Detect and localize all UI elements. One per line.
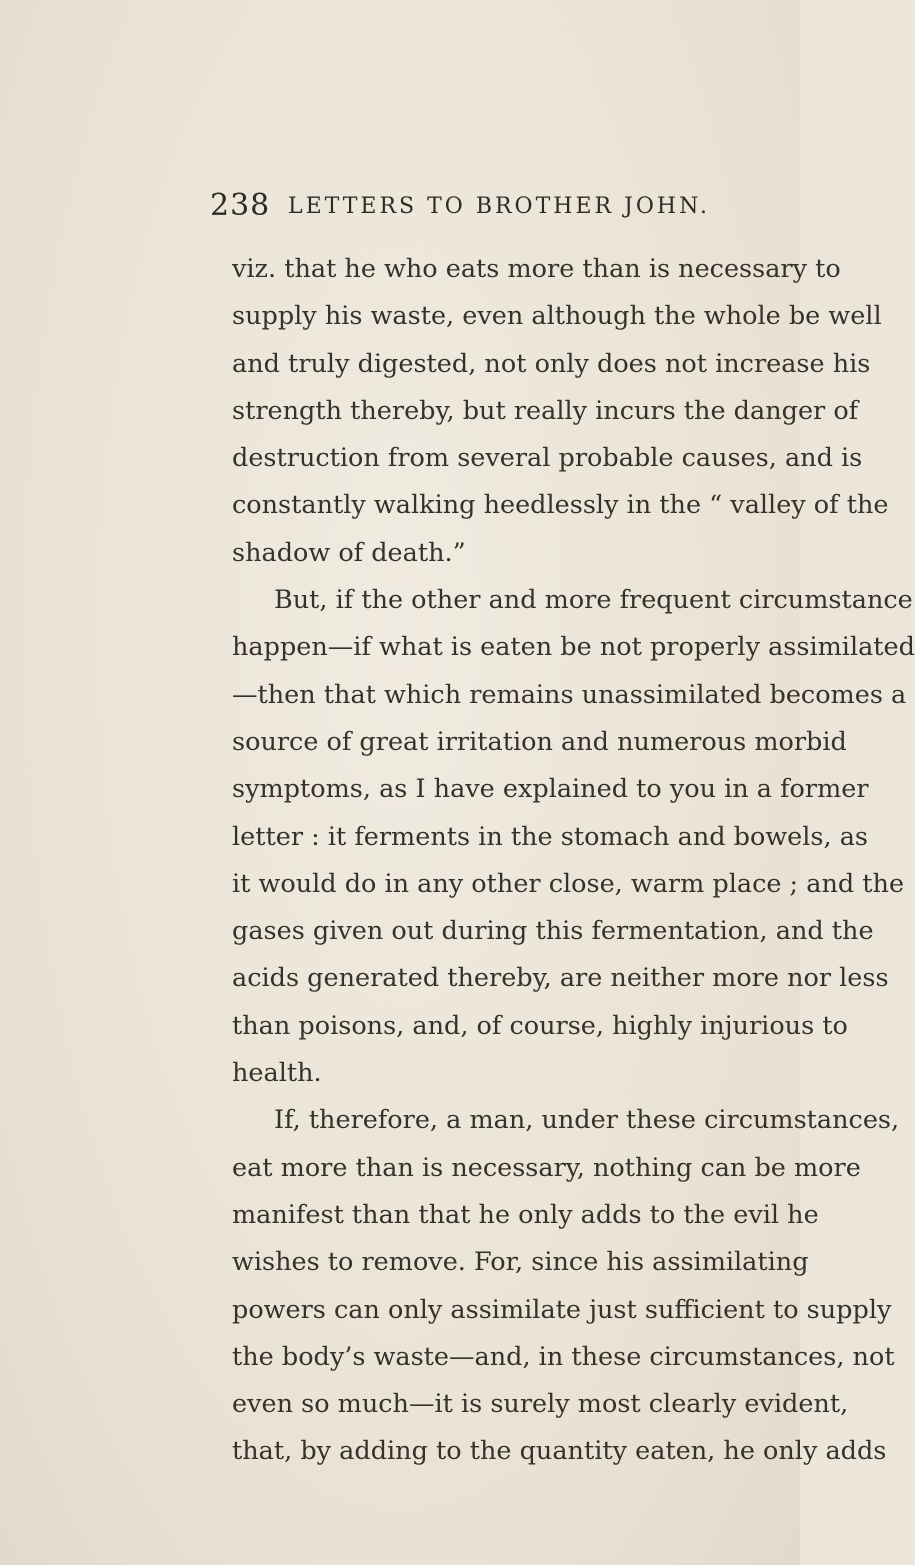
- text-line: happen—if what is eaten be not properly assimilated: [232, 632, 915, 663]
- text-line: the body’s waste—and, in these circumstances, not: [232, 1341, 895, 1372]
- page-header: [210, 188, 770, 228]
- text-line: acids generated thereby, are neither more nor less: [232, 963, 889, 994]
- text-line: shadow of death.”: [232, 537, 466, 568]
- page-number: 238: [210, 188, 271, 223]
- text-line: viz. that he who eats more than is necessary to: [232, 254, 841, 284]
- text-line: than poisons, and, of course, highly injurious to: [232, 1010, 848, 1041]
- text-line: and truly digested, not only does not increase his: [232, 348, 871, 379]
- text-line: eat more than is necessary, nothing can be more: [232, 1152, 861, 1183]
- text-line: it would do in any other close, warm place ; and the: [232, 868, 905, 899]
- text-line: powers can only assimilate just sufficient to supply: [232, 1294, 892, 1325]
- running-head: LETTERS TO BROTHER JOHN.: [288, 194, 710, 219]
- text-line: source of great irritation and numerous morbid: [232, 726, 847, 757]
- text-line: that, by adding to the quantity eaten, he only adds: [232, 1436, 887, 1467]
- text-line: manifest than that he only adds to the evil he: [232, 1199, 819, 1230]
- text-line: even so much—it is surely most clearly evident,: [232, 1389, 849, 1420]
- text-line: supply his waste, even although the whole be well: [232, 301, 882, 332]
- text-line: letter : it ferments in the stomach and bowels, as: [232, 821, 869, 852]
- body-text: [232, 246, 915, 1476]
- text-line: But, if the other and more frequent circumstance: [274, 585, 913, 616]
- text-line: destruction from several probable causes, and is: [232, 443, 863, 474]
- text-line: gases given out during this fermentation, and the: [232, 916, 874, 947]
- text-line: —then that which remains unassimilated becomes a: [232, 679, 907, 710]
- text-line: health.: [232, 1058, 322, 1089]
- text-line: constantly walking heedlessly in the “ valley of the: [232, 490, 889, 521]
- text-line: wishes to remove. For, since his assimilating: [232, 1247, 809, 1278]
- text-line: strength thereby, but really incurs the danger of: [232, 395, 859, 426]
- text-line: If, therefore, a man, under these circumstances,: [274, 1105, 900, 1136]
- text-line: symptoms, as I have explained to you in a former: [232, 774, 869, 805]
